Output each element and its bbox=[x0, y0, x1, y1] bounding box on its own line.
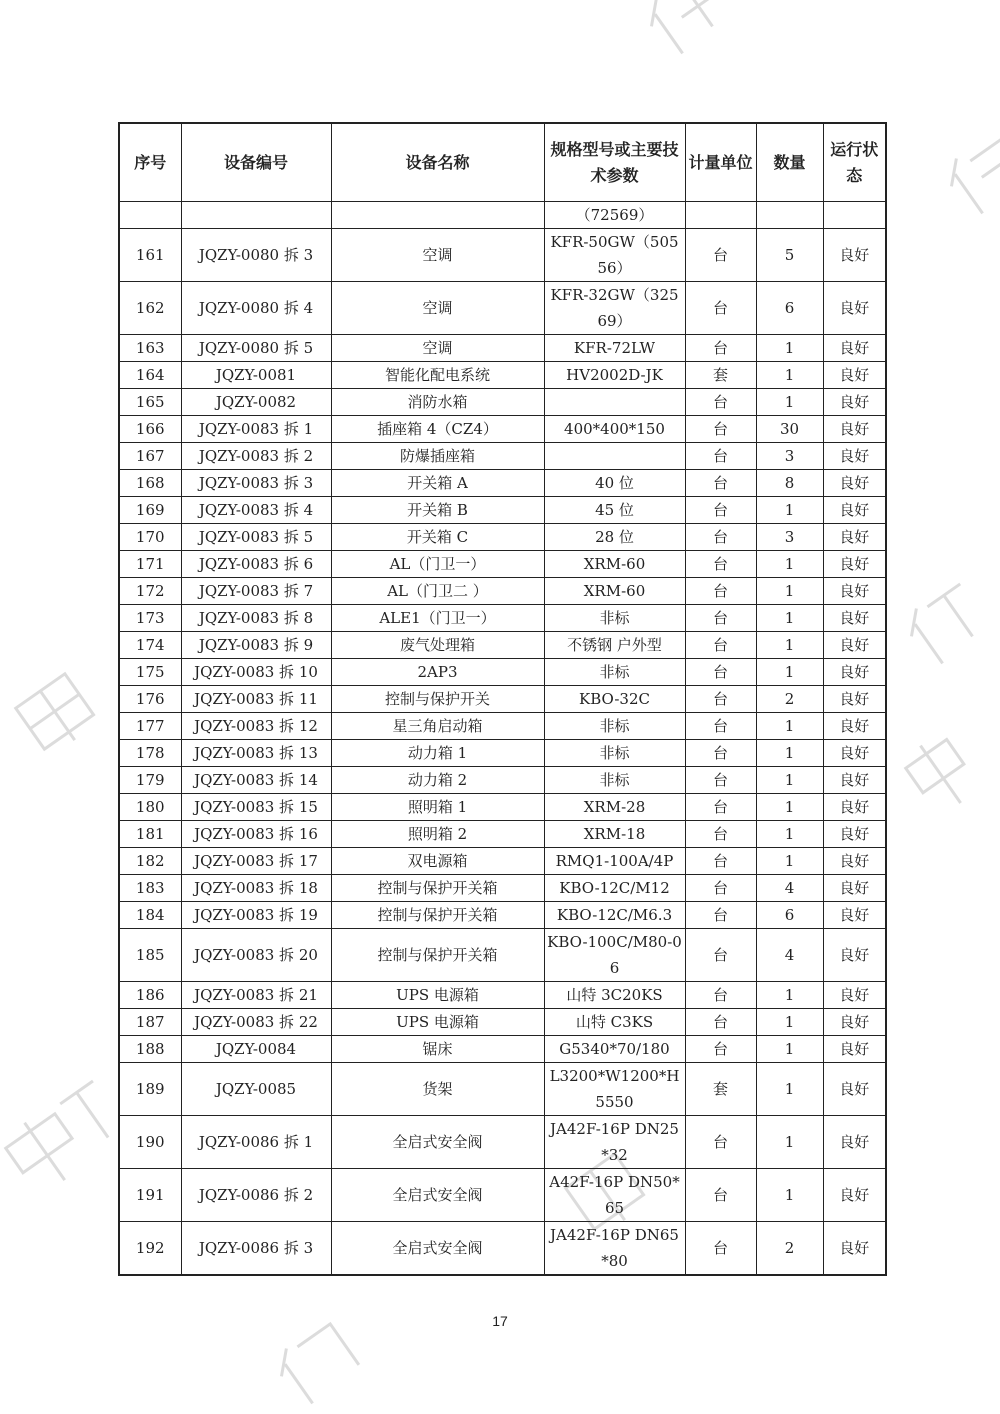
cell-quantity: 1 bbox=[756, 848, 823, 875]
cell-equipment-code: JQZY-0083 拆 6 bbox=[181, 551, 331, 578]
cell-specification: RMQ1-100A/4P bbox=[544, 848, 685, 875]
cell-unit: 台 bbox=[685, 1036, 756, 1063]
cell-specification: KBO-32C bbox=[544, 686, 685, 713]
cell-quantity bbox=[756, 202, 823, 229]
cell-specification: KBO-100C/M80-06 bbox=[544, 929, 685, 982]
cell-equipment-code: JQZY-0086 拆 2 bbox=[181, 1169, 331, 1222]
table-row bbox=[119, 848, 886, 875]
watermark-glyph-group-7 bbox=[270, 1320, 362, 1409]
cell-quantity: 1 bbox=[756, 551, 823, 578]
cell-equipment-code: JQZY-0083 拆 17 bbox=[181, 848, 331, 875]
cell-quantity: 4 bbox=[756, 929, 823, 982]
cell-quantity: 30 bbox=[756, 416, 823, 443]
cell-quantity: 1 bbox=[756, 982, 823, 1009]
cell-serial-number: 170 bbox=[119, 524, 181, 551]
table-row bbox=[119, 875, 886, 902]
cell-equipment-code: JQZY-0083 拆 21 bbox=[181, 982, 331, 1009]
cell-status: 良好 bbox=[823, 1116, 886, 1169]
cell-specification: 山特 C3KS bbox=[544, 1009, 685, 1036]
cell-quantity: 1 bbox=[756, 767, 823, 794]
cell-equipment-name: UPS 电源箱 bbox=[331, 982, 544, 1009]
table-row bbox=[119, 929, 886, 982]
cell-specification: （72569） bbox=[544, 202, 685, 229]
cell-equipment-name bbox=[331, 202, 544, 229]
cell-equipment-name: 插座箱 4（CZ4） bbox=[331, 416, 544, 443]
cell-status: 良好 bbox=[823, 902, 886, 929]
table-row bbox=[119, 497, 886, 524]
cell-status: 良好 bbox=[823, 1036, 886, 1063]
cell-unit: 台 bbox=[685, 578, 756, 605]
cell-equipment-name: 控制与保护开关 bbox=[331, 686, 544, 713]
header-status: 运行状态 bbox=[823, 123, 886, 202]
cell-serial-number: 180 bbox=[119, 794, 181, 821]
cell-equipment-code: JQZY-0081 bbox=[181, 362, 331, 389]
cell-equipment-name: 动力箱 2 bbox=[331, 767, 544, 794]
cell-unit: 台 bbox=[685, 767, 756, 794]
cell-equipment-name: UPS 电源箱 bbox=[331, 1009, 544, 1036]
table-row bbox=[119, 767, 886, 794]
cell-specification: KBO-12C/M6.3 bbox=[544, 902, 685, 929]
cell-specification: JA42F-16P DN25*32 bbox=[544, 1116, 685, 1169]
table-row bbox=[119, 202, 886, 229]
cell-quantity: 1 bbox=[756, 659, 823, 686]
cell-unit: 台 bbox=[685, 470, 756, 497]
table-row bbox=[119, 389, 886, 416]
cell-equipment-name: 照明箱 1 bbox=[331, 794, 544, 821]
cell-unit: 台 bbox=[685, 605, 756, 632]
cell-specification: 山特 3C20KS bbox=[544, 982, 685, 1009]
cell-quantity: 4 bbox=[756, 875, 823, 902]
cell-equipment-name: 智能化配电系统 bbox=[331, 362, 544, 389]
cell-equipment-name: 空调 bbox=[331, 229, 544, 282]
table-row bbox=[119, 902, 886, 929]
cell-quantity: 1 bbox=[756, 632, 823, 659]
cell-serial-number: 167 bbox=[119, 443, 181, 470]
cell-serial-number: 186 bbox=[119, 982, 181, 1009]
watermark-glyph-group-4 bbox=[16, 674, 100, 758]
cell-equipment-name: 废气处理箱 bbox=[331, 632, 544, 659]
cell-unit: 台 bbox=[685, 443, 756, 470]
cell-equipment-name: 照明箱 2 bbox=[331, 821, 544, 848]
cell-serial-number: 174 bbox=[119, 632, 181, 659]
table-row bbox=[119, 578, 886, 605]
cell-equipment-code: JQZY-0083 拆 1 bbox=[181, 416, 331, 443]
cell-specification: KFR-50GW（50556） bbox=[544, 229, 685, 282]
cell-quantity: 1 bbox=[756, 821, 823, 848]
cell-quantity: 6 bbox=[756, 282, 823, 335]
cell-specification: XRM-60 bbox=[544, 551, 685, 578]
cell-specification: 400*400*150 bbox=[544, 416, 685, 443]
table-row bbox=[119, 470, 886, 497]
cell-unit: 台 bbox=[685, 632, 756, 659]
cell-status: 良好 bbox=[823, 767, 886, 794]
cell-equipment-code: JQZY-0083 拆 15 bbox=[181, 794, 331, 821]
cell-unit: 台 bbox=[685, 335, 756, 362]
cell-status: 良好 bbox=[823, 416, 886, 443]
cell-status: 良好 bbox=[823, 389, 886, 416]
cell-serial-number: 175 bbox=[119, 659, 181, 686]
table-row bbox=[119, 1009, 886, 1036]
cell-serial-number: 178 bbox=[119, 740, 181, 767]
cell-equipment-code: JQZY-0083 拆 3 bbox=[181, 470, 331, 497]
cell-status: 良好 bbox=[823, 1169, 886, 1222]
cell-status: 良好 bbox=[823, 740, 886, 767]
cell-serial-number: 188 bbox=[119, 1036, 181, 1063]
cell-specification: XRM-18 bbox=[544, 821, 685, 848]
cell-unit: 台 bbox=[685, 740, 756, 767]
table-row bbox=[119, 982, 886, 1009]
cell-quantity: 2 bbox=[756, 686, 823, 713]
table-row bbox=[119, 605, 886, 632]
cell-equipment-name: 货架 bbox=[331, 1063, 544, 1116]
cell-equipment-code: JQZY-0080 拆 4 bbox=[181, 282, 331, 335]
cell-serial-number: 171 bbox=[119, 551, 181, 578]
cell-specification: 非标 bbox=[544, 605, 685, 632]
cell-specification: XRM-60 bbox=[544, 578, 685, 605]
cell-equipment-name: 控制与保护开关箱 bbox=[331, 929, 544, 982]
cell-quantity: 1 bbox=[756, 362, 823, 389]
cell-specification: KFR-72LW bbox=[544, 335, 685, 362]
table-row bbox=[119, 443, 886, 470]
cell-serial-number: 164 bbox=[119, 362, 181, 389]
cell-serial-number: 179 bbox=[119, 767, 181, 794]
table-row bbox=[119, 713, 886, 740]
cell-unit: 台 bbox=[685, 389, 756, 416]
cell-status: 良好 bbox=[823, 282, 886, 335]
cell-equipment-code: JQZY-0083 拆 18 bbox=[181, 875, 331, 902]
cell-unit: 套 bbox=[685, 362, 756, 389]
cell-status: 良好 bbox=[823, 605, 886, 632]
cell-serial-number: 177 bbox=[119, 713, 181, 740]
cell-equipment-name: 空调 bbox=[331, 282, 544, 335]
cell-equipment-code: JQZY-0083 拆 14 bbox=[181, 767, 331, 794]
cell-serial-number: 166 bbox=[119, 416, 181, 443]
cell-unit: 台 bbox=[685, 1169, 756, 1222]
cell-equipment-name: 开关箱 B bbox=[331, 497, 544, 524]
watermark-glyph-group-3 bbox=[900, 580, 992, 669]
cell-unit: 台 bbox=[685, 1116, 756, 1169]
cell-equipment-code: JQZY-0086 拆 1 bbox=[181, 1116, 331, 1169]
cell-equipment-name: 控制与保护开关箱 bbox=[331, 902, 544, 929]
cell-specification: JA42F-16P DN65*80 bbox=[544, 1222, 685, 1276]
table-row bbox=[119, 1116, 886, 1169]
header-equipment-code: 设备编号 bbox=[181, 123, 331, 202]
cell-serial-number: 184 bbox=[119, 902, 181, 929]
cell-quantity: 1 bbox=[756, 1036, 823, 1063]
cell-unit: 台 bbox=[685, 875, 756, 902]
cell-specification: 非标 bbox=[544, 713, 685, 740]
cell-status: 良好 bbox=[823, 578, 886, 605]
table-row bbox=[119, 659, 886, 686]
cell-serial-number: 187 bbox=[119, 1009, 181, 1036]
watermark-glyph-group-1 bbox=[640, 0, 732, 59]
watermark-glyph-group-2 bbox=[940, 130, 1000, 219]
table-row bbox=[119, 551, 886, 578]
cell-specification: XRM-28 bbox=[544, 794, 685, 821]
cell-equipment-code: JQZY-0083 拆 13 bbox=[181, 740, 331, 767]
cell-status: 良好 bbox=[823, 848, 886, 875]
cell-equipment-code: JQZY-0086 拆 3 bbox=[181, 1222, 331, 1276]
cell-quantity: 1 bbox=[756, 578, 823, 605]
cell-serial-number: 191 bbox=[119, 1169, 181, 1222]
watermark-glyph-group-5 bbox=[900, 731, 981, 817]
cell-unit: 台 bbox=[685, 982, 756, 1009]
cell-quantity: 2 bbox=[756, 1222, 823, 1276]
cell-serial-number: 161 bbox=[119, 229, 181, 282]
cell-quantity: 5 bbox=[756, 229, 823, 282]
cell-unit: 台 bbox=[685, 282, 756, 335]
cell-quantity: 1 bbox=[756, 1116, 823, 1169]
cell-serial-number: 190 bbox=[119, 1116, 181, 1169]
cell-equipment-name: 空调 bbox=[331, 335, 544, 362]
cell-specification: A42F-16P DN50*65 bbox=[544, 1169, 685, 1222]
cell-specification bbox=[544, 389, 685, 416]
cell-quantity: 3 bbox=[756, 443, 823, 470]
cell-unit: 台 bbox=[685, 659, 756, 686]
table-body bbox=[119, 202, 886, 1276]
cell-status: 良好 bbox=[823, 982, 886, 1009]
cell-status: 良好 bbox=[823, 659, 886, 686]
cell-equipment-code: JQZY-0085 bbox=[181, 1063, 331, 1116]
cell-serial-number: 172 bbox=[119, 578, 181, 605]
cell-equipment-code: JQZY-0082 bbox=[181, 389, 331, 416]
header-quantity: 数量 bbox=[756, 123, 823, 202]
cell-equipment-code: JQZY-0080 拆 3 bbox=[181, 229, 331, 282]
table-row bbox=[119, 335, 886, 362]
cell-unit: 台 bbox=[685, 794, 756, 821]
cell-status: 良好 bbox=[823, 362, 886, 389]
cell-unit: 套 bbox=[685, 1063, 756, 1116]
cell-equipment-code: JQZY-0083 拆 22 bbox=[181, 1009, 331, 1036]
cell-equipment-name: 开关箱 C bbox=[331, 524, 544, 551]
cell-equipment-code bbox=[181, 202, 331, 229]
cell-unit: 台 bbox=[685, 1009, 756, 1036]
cell-unit: 台 bbox=[685, 821, 756, 848]
cell-equipment-code: JQZY-0080 拆 5 bbox=[181, 335, 331, 362]
cell-quantity: 1 bbox=[756, 740, 823, 767]
equipment-table bbox=[118, 122, 887, 1276]
cell-serial-number bbox=[119, 202, 181, 229]
cell-serial-number: 169 bbox=[119, 497, 181, 524]
page-number: 17 bbox=[492, 1313, 508, 1329]
cell-unit bbox=[685, 202, 756, 229]
table-row bbox=[119, 740, 886, 767]
cell-equipment-code: JQZY-0083 拆 16 bbox=[181, 821, 331, 848]
watermark-glyph-group-6 bbox=[0, 1077, 130, 1197]
cell-equipment-name: 全启式安全阀 bbox=[331, 1222, 544, 1276]
cell-status: 良好 bbox=[823, 335, 886, 362]
cell-equipment-name: AL（门卫一） bbox=[331, 551, 544, 578]
cell-unit: 台 bbox=[685, 497, 756, 524]
cell-equipment-code: JQZY-0083 拆 4 bbox=[181, 497, 331, 524]
cell-unit: 台 bbox=[685, 902, 756, 929]
cell-quantity: 1 bbox=[756, 335, 823, 362]
cell-equipment-code: JQZY-0083 拆 8 bbox=[181, 605, 331, 632]
cell-quantity: 1 bbox=[756, 1063, 823, 1116]
cell-status: 良好 bbox=[823, 875, 886, 902]
table-row bbox=[119, 362, 886, 389]
table-row bbox=[119, 282, 886, 335]
cell-equipment-name: AL（门卫二 ） bbox=[331, 578, 544, 605]
table-header-row bbox=[119, 123, 886, 202]
cell-equipment-code: JQZY-0084 bbox=[181, 1036, 331, 1063]
table-row bbox=[119, 229, 886, 282]
header-equipment-name: 设备名称 bbox=[331, 123, 544, 202]
cell-quantity: 1 bbox=[756, 605, 823, 632]
cell-equipment-name: ALE1（门卫一） bbox=[331, 605, 544, 632]
cell-equipment-name: 动力箱 1 bbox=[331, 740, 544, 767]
cell-serial-number: 189 bbox=[119, 1063, 181, 1116]
cell-specification: L3200*W1200*H5550 bbox=[544, 1063, 685, 1116]
cell-specification: 不锈钢 户外型 bbox=[544, 632, 685, 659]
cell-equipment-name: 防爆插座箱 bbox=[331, 443, 544, 470]
cell-status: 良好 bbox=[823, 1009, 886, 1036]
cell-equipment-code: JQZY-0083 拆 9 bbox=[181, 632, 331, 659]
cell-status: 良好 bbox=[823, 229, 886, 282]
cell-status: 良好 bbox=[823, 443, 886, 470]
cell-serial-number: 165 bbox=[119, 389, 181, 416]
cell-status: 良好 bbox=[823, 524, 886, 551]
cell-quantity: 6 bbox=[756, 902, 823, 929]
table-row bbox=[119, 794, 886, 821]
cell-quantity: 1 bbox=[756, 1009, 823, 1036]
cell-serial-number: 162 bbox=[119, 282, 181, 335]
cell-status: 良好 bbox=[823, 929, 886, 982]
cell-equipment-name: 全启式安全阀 bbox=[331, 1116, 544, 1169]
cell-equipment-name: 双电源箱 bbox=[331, 848, 544, 875]
cell-unit: 台 bbox=[685, 229, 756, 282]
cell-serial-number: 173 bbox=[119, 605, 181, 632]
cell-specification: 非标 bbox=[544, 740, 685, 767]
cell-quantity: 8 bbox=[756, 470, 823, 497]
cell-status: 良好 bbox=[823, 1063, 886, 1116]
cell-status: 良好 bbox=[823, 713, 886, 740]
cell-quantity: 1 bbox=[756, 497, 823, 524]
table-row bbox=[119, 821, 886, 848]
cell-unit: 台 bbox=[685, 524, 756, 551]
header-unit: 计量单位 bbox=[685, 123, 756, 202]
cell-status: 良好 bbox=[823, 1222, 886, 1276]
cell-specification bbox=[544, 443, 685, 470]
cell-specification: KBO-12C/M12 bbox=[544, 875, 685, 902]
cell-status: 良好 bbox=[823, 497, 886, 524]
cell-unit: 台 bbox=[685, 713, 756, 740]
cell-status: 良好 bbox=[823, 551, 886, 578]
table-row bbox=[119, 1063, 886, 1116]
cell-unit: 台 bbox=[685, 686, 756, 713]
cell-serial-number: 181 bbox=[119, 821, 181, 848]
cell-equipment-name: 消防水箱 bbox=[331, 389, 544, 416]
cell-serial-number: 163 bbox=[119, 335, 181, 362]
cell-serial-number: 192 bbox=[119, 1222, 181, 1276]
cell-equipment-code: JQZY-0083 拆 2 bbox=[181, 443, 331, 470]
table-row bbox=[119, 1036, 886, 1063]
cell-specification: 非标 bbox=[544, 659, 685, 686]
cell-quantity: 1 bbox=[756, 389, 823, 416]
cell-specification: KFR-32GW（32569） bbox=[544, 282, 685, 335]
cell-equipment-name: 开关箱 A bbox=[331, 470, 544, 497]
cell-equipment-code: JQZY-0083 拆 19 bbox=[181, 902, 331, 929]
cell-serial-number: 182 bbox=[119, 848, 181, 875]
cell-unit: 台 bbox=[685, 848, 756, 875]
cell-equipment-code: JQZY-0083 拆 7 bbox=[181, 578, 331, 605]
cell-serial-number: 185 bbox=[119, 929, 181, 982]
cell-specification: 45 位 bbox=[544, 497, 685, 524]
cell-quantity: 1 bbox=[756, 794, 823, 821]
header-specification: 规格型号或主要技术参数 bbox=[544, 123, 685, 202]
cell-equipment-code: JQZY-0083 拆 5 bbox=[181, 524, 331, 551]
cell-status: 良好 bbox=[823, 821, 886, 848]
cell-status bbox=[823, 202, 886, 229]
table-row bbox=[119, 1169, 886, 1222]
table-row bbox=[119, 1222, 886, 1276]
cell-serial-number: 183 bbox=[119, 875, 181, 902]
cell-status: 良好 bbox=[823, 794, 886, 821]
cell-unit: 台 bbox=[685, 551, 756, 578]
table-row bbox=[119, 524, 886, 551]
table-row bbox=[119, 686, 886, 713]
header-serial-number: 序号 bbox=[119, 123, 181, 202]
cell-status: 良好 bbox=[823, 686, 886, 713]
cell-specification: 40 位 bbox=[544, 470, 685, 497]
cell-equipment-code: JQZY-0083 拆 12 bbox=[181, 713, 331, 740]
cell-status: 良好 bbox=[823, 470, 886, 497]
cell-equipment-code: JQZY-0083 拆 10 bbox=[181, 659, 331, 686]
cell-equipment-name: 控制与保护开关箱 bbox=[331, 875, 544, 902]
cell-equipment-name: 锯床 bbox=[331, 1036, 544, 1063]
cell-equipment-name: 2AP3 bbox=[331, 659, 544, 686]
cell-serial-number: 168 bbox=[119, 470, 181, 497]
cell-unit: 台 bbox=[685, 1222, 756, 1276]
cell-quantity: 1 bbox=[756, 1169, 823, 1222]
cell-specification: 非标 bbox=[544, 767, 685, 794]
cell-serial-number: 176 bbox=[119, 686, 181, 713]
cell-equipment-code: JQZY-0083 拆 11 bbox=[181, 686, 331, 713]
cell-specification: G5340*70/180 bbox=[544, 1036, 685, 1063]
cell-equipment-code: JQZY-0083 拆 20 bbox=[181, 929, 331, 982]
table-row bbox=[119, 632, 886, 659]
cell-equipment-name: 全启式安全阀 bbox=[331, 1169, 544, 1222]
cell-quantity: 3 bbox=[756, 524, 823, 551]
cell-status: 良好 bbox=[823, 632, 886, 659]
cell-specification: HV2002D-JK bbox=[544, 362, 685, 389]
table-row bbox=[119, 416, 886, 443]
cell-unit: 台 bbox=[685, 416, 756, 443]
cell-unit: 台 bbox=[685, 929, 756, 982]
cell-quantity: 1 bbox=[756, 713, 823, 740]
cell-specification: 28 位 bbox=[544, 524, 685, 551]
cell-equipment-name: 星三角启动箱 bbox=[331, 713, 544, 740]
